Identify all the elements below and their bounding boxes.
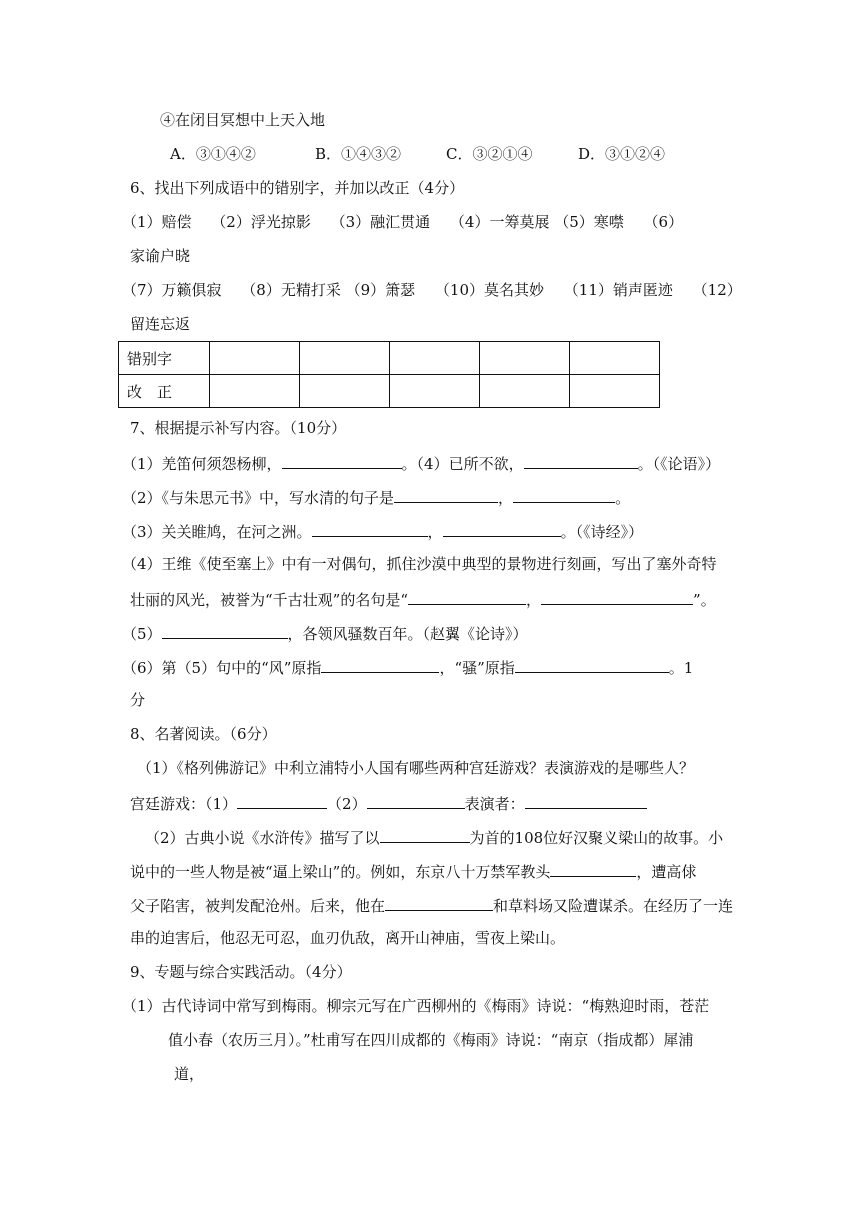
q7-line1 <box>122 452 720 474</box>
q8-line4 <box>130 860 696 882</box>
text: （2）古典小说《水浒传》描写了以 <box>145 829 380 847</box>
row-label-wrong: 错别字 <box>119 342 210 375</box>
text: 说中的一些人物是被“逼上梁山”的。例如，东京八十万禁军教头 <box>130 863 551 881</box>
text: 父子陷害，被判发配沧州。后来，他在 <box>130 897 386 915</box>
q6-line4: 留连忘返 <box>130 315 191 333</box>
text: 表演者： <box>464 795 525 813</box>
text: ， <box>498 489 514 507</box>
table-cell[interactable] <box>570 342 660 375</box>
text: ， <box>526 591 542 609</box>
blank[interactable] <box>525 792 647 809</box>
text: 。（4）已所不欲， <box>401 455 524 473</box>
blank[interactable] <box>237 792 327 809</box>
table-cell[interactable] <box>210 342 300 375</box>
table-cell[interactable] <box>300 342 390 375</box>
table-cell[interactable] <box>390 342 480 375</box>
table-cell[interactable] <box>300 375 390 408</box>
blank[interactable] <box>513 486 615 503</box>
q8-line3 <box>145 826 723 848</box>
q6-line2: 家谕户晓 <box>130 247 191 265</box>
q9-line2: 值小春（农历三月）。”杜甫写在四川成都的《梅雨》诗说：“南京（指成都）犀浦 <box>168 1031 694 1049</box>
text: ， <box>427 523 443 541</box>
blank[interactable] <box>282 452 402 469</box>
q5-option-d: D．③①②④ <box>578 145 666 163</box>
blank[interactable] <box>312 520 428 537</box>
text: 壮丽的风光，被誉为“千古壮观”的名句是“ <box>130 591 409 609</box>
blank[interactable] <box>408 588 526 605</box>
text: ，“骚”原指 <box>439 659 515 677</box>
text: ，遭高俅 <box>636 863 697 881</box>
q8-line2 <box>130 792 647 814</box>
text: （2） <box>327 795 367 813</box>
blank[interactable] <box>385 894 493 911</box>
text: ”。 <box>693 591 716 609</box>
q9-line1: （1）古代诗词中常写到梅雨。柳宗元写在广西柳州的《梅雨》诗说：“梅熟迎时雨，苍茫 <box>122 997 710 1015</box>
table-cell[interactable] <box>570 375 660 408</box>
blank[interactable] <box>541 588 693 605</box>
q7-line5 <box>130 588 716 610</box>
text: 。（《诗经》） <box>560 523 644 541</box>
q5-option-c: C．③②①④ <box>446 145 533 163</box>
text: （6）第（5）句中的“风”原指 <box>122 659 322 677</box>
blank[interactable] <box>380 826 470 843</box>
text: 。 <box>615 489 631 507</box>
q5-item4: ④在闭目冥想中上天入地 <box>160 111 326 129</box>
text: （2）《与朱思元书》中，写水清的句子是 <box>122 489 395 507</box>
q5-option-a: A．③①④② <box>170 145 256 163</box>
q7-line4: （4）王维《使至塞上》中有一对偶句，抓住沙漠中典型的景物进行刻画，写出了塞外奇特 <box>122 555 717 573</box>
text: ，各领风骚数百年。（赵翼《论诗》） <box>287 625 528 643</box>
blank[interactable] <box>162 622 288 639</box>
table-cell[interactable] <box>480 375 570 408</box>
text: （1）羌笛何须怨杨柳， <box>122 455 282 473</box>
text: 。（《论语》） <box>637 455 721 473</box>
q7-line8: 分 <box>130 691 146 709</box>
blank[interactable] <box>367 792 465 809</box>
table-cell[interactable] <box>390 375 480 408</box>
q7-line6 <box>122 622 528 644</box>
table-cell[interactable] <box>480 342 570 375</box>
q6-title: 6、找出下列成语中的错别字，并加以改正（4分） <box>130 179 465 197</box>
q8-line6: 串的迫害后，他忍无可忍，血刃仇敌，离开山神庙，雪夜上梁山。 <box>130 929 566 947</box>
blank[interactable] <box>515 656 669 673</box>
q6-line1: （1）赔偿 （2）浮光掠影 （3）融汇贯通 （4）一筹莫展 （5）寒噤 （6） <box>122 213 684 231</box>
q8-line5 <box>130 894 733 916</box>
text: 。1 <box>668 659 694 677</box>
blank[interactable] <box>443 520 561 537</box>
blank[interactable] <box>321 656 439 673</box>
blank[interactable] <box>550 860 636 877</box>
q8-line1: （1）《格列佛游记》中利立浦特小人国有哪些两种宫廷游戏？表演游戏的是哪些人？ <box>137 759 695 777</box>
q7-line3 <box>122 520 643 542</box>
q5-option-b: B．①④③② <box>315 145 402 163</box>
row-label-correct: 改 正 <box>119 375 210 408</box>
text: 为首的108位好汉聚义梁山的故事。小 <box>469 829 724 847</box>
text: （5） <box>122 625 162 643</box>
q9-title: 9、专题与综合实践活动。（4分） <box>130 963 352 981</box>
q7-title: 7、根据提示补写内容。（10分） <box>130 419 347 437</box>
q9-line3: 道， <box>174 1065 205 1083</box>
text: （3）关关睢鸠，在河之洲。 <box>122 523 312 541</box>
table-row <box>119 375 660 408</box>
text: 和草料场又险遭谋杀。在经历了一连 <box>493 897 734 915</box>
blank[interactable] <box>394 486 498 503</box>
text: 宫廷游戏：（1） <box>130 795 238 813</box>
q7-line2 <box>122 486 630 508</box>
q8-title: 8、名著阅读。（6分） <box>130 725 277 743</box>
blank[interactable] <box>524 452 638 469</box>
table-cell[interactable] <box>210 375 300 408</box>
correction-table <box>118 341 660 408</box>
q7-line7 <box>122 656 693 678</box>
q6-line3: （7）万籁俱寂 （8）无精打采 （9）箫瑟 （10）莫名其妙 （11）销声匿迹 （12） <box>122 281 742 299</box>
table-row <box>119 342 660 375</box>
